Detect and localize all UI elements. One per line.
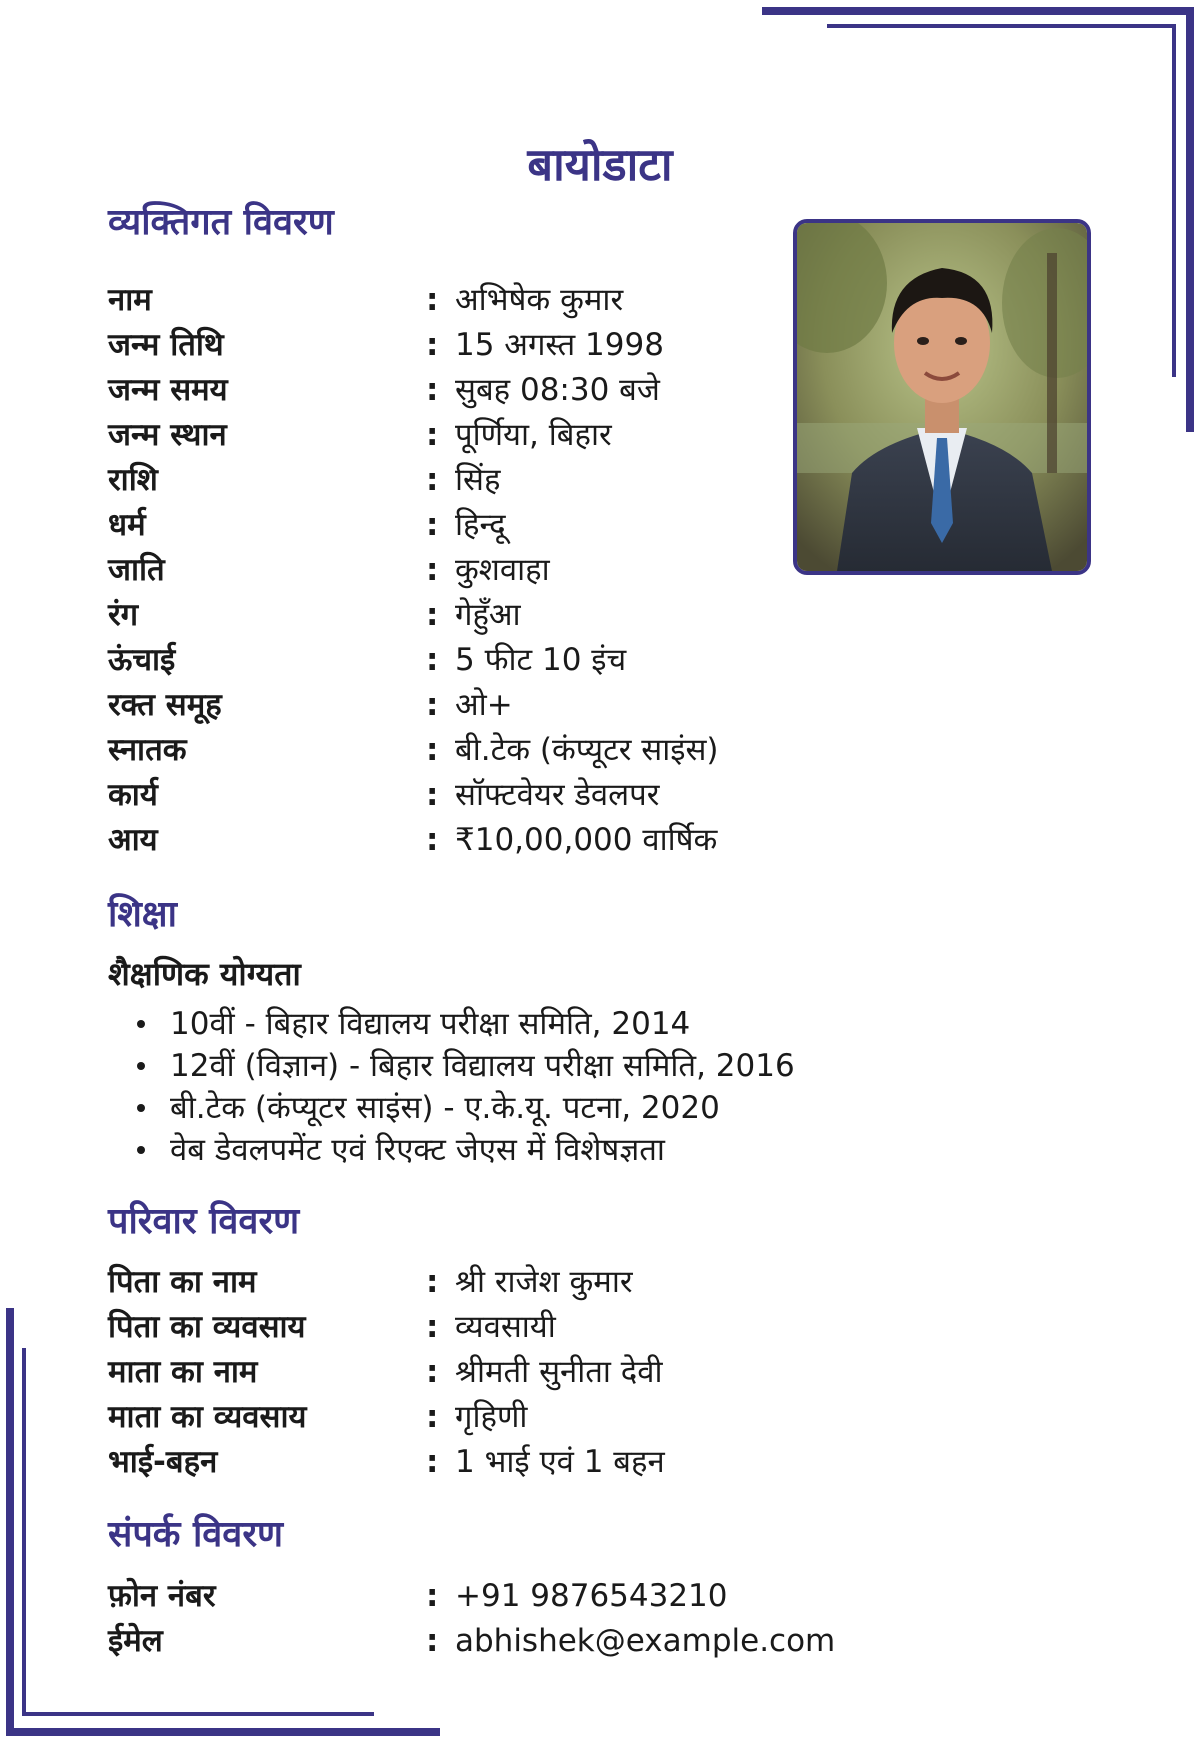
top-right-frame-outer-vertical — [1186, 7, 1194, 432]
education-item-text: 10वीं - बिहार विद्यालय परीक्षा समिति, 2014 — [170, 1006, 691, 1042]
separator: : — [426, 642, 439, 678]
detail-row-height — [108, 638, 808, 683]
detail-value: सिंह — [455, 462, 501, 498]
education-item-text: 12वीं (विज्ञान) - बिहार विद्यालय परीक्षा समिति, 2016 — [170, 1048, 795, 1084]
family-details-list — [108, 1260, 808, 1485]
detail-label: जन्म समय — [108, 372, 228, 408]
education-subheading: शैक्षणिक योग्यता — [108, 955, 301, 993]
separator: : — [426, 1309, 439, 1345]
detail-row-name — [108, 278, 808, 323]
separator: : — [426, 507, 439, 543]
section-heading-personal: व्यक्तिगत विवरण — [108, 202, 334, 243]
education-list — [108, 1003, 795, 1171]
bullet-icon — [137, 1146, 145, 1154]
detail-label: जाति — [108, 552, 165, 588]
detail-row-zodiac — [108, 458, 808, 503]
separator: : — [426, 732, 439, 768]
detail-label: पिता का नाम — [108, 1264, 257, 1300]
detail-label: राशि — [108, 462, 158, 498]
separator: : — [426, 1354, 439, 1390]
detail-value: हिन्दू — [455, 507, 506, 543]
detail-value: गेहुँआ — [455, 597, 521, 633]
detail-row-siblings — [108, 1440, 808, 1485]
detail-value: अभिषेक कुमार — [455, 282, 624, 318]
bullet-icon — [137, 1020, 145, 1028]
detail-row-mother-occupation — [108, 1395, 808, 1440]
separator: : — [426, 417, 439, 453]
profile-photo — [793, 219, 1091, 575]
contact-details-list — [108, 1574, 836, 1664]
detail-value: श्रीमती सुनीता देवी — [455, 1354, 663, 1390]
email-value: abhishek@example.com — [455, 1623, 836, 1659]
list-item — [108, 1003, 795, 1045]
detail-row-income — [108, 818, 808, 863]
education-item-text: वेब डेवलपमेंट एवं रिएक्ट जेएस में विशेषज्ञता — [170, 1132, 665, 1168]
page-title: बायोडाटा — [527, 138, 673, 191]
bottom-left-frame-outer-horizontal — [6, 1728, 440, 1736]
education-item-text: बी.टेक (कंप्यूटर साइंस) - ए.के.यू. पटना, 2020 — [170, 1090, 720, 1126]
detail-label: जन्म स्थान — [108, 417, 227, 453]
separator: : — [426, 372, 439, 408]
separator: : — [426, 687, 439, 723]
detail-row-birth-time — [108, 368, 808, 413]
detail-label: माता का व्यवसाय — [108, 1399, 307, 1435]
detail-row-graduation — [108, 728, 808, 773]
detail-label: पिता का व्यवसाय — [108, 1309, 306, 1345]
separator: : — [426, 1264, 439, 1300]
detail-row-mother-name — [108, 1350, 808, 1395]
portrait-image — [797, 223, 1087, 571]
separator: : — [426, 462, 439, 498]
bullet-icon — [137, 1104, 145, 1112]
detail-label: ईमेल — [108, 1623, 163, 1659]
detail-label: नाम — [108, 282, 152, 318]
detail-label: भाई-बहन — [108, 1444, 218, 1480]
detail-value: व्यवसायी — [455, 1309, 556, 1345]
detail-row-birth-place — [108, 413, 808, 458]
detail-label: माता का नाम — [108, 1354, 258, 1390]
detail-label: आय — [108, 822, 158, 858]
detail-row-religion — [108, 503, 808, 548]
list-item — [108, 1045, 795, 1087]
list-item — [108, 1129, 795, 1171]
section-heading-contact: संपर्क विवरण — [108, 1514, 284, 1555]
detail-label: धर्म — [108, 507, 146, 543]
separator: : — [426, 1444, 439, 1480]
detail-row-father-occupation — [108, 1305, 808, 1350]
detail-label: जन्म तिथि — [108, 327, 224, 363]
separator: : — [426, 282, 439, 318]
detail-row-complexion — [108, 593, 808, 638]
detail-value: ₹10,00,000 वार्षिक — [455, 822, 718, 858]
detail-value: बी.टेक (कंप्यूटर साइंस) — [455, 732, 719, 768]
bottom-left-frame-inner-horizontal — [22, 1712, 374, 1716]
detail-row-occupation — [108, 773, 808, 818]
separator: : — [426, 777, 439, 813]
section-heading-education: शिक्षा — [108, 894, 177, 935]
phone-value: +91 9876543210 — [455, 1578, 728, 1614]
detail-row-caste — [108, 548, 808, 593]
detail-label: ऊंचाई — [108, 642, 176, 678]
top-right-frame-outer-horizontal — [762, 7, 1194, 15]
detail-label: रंग — [108, 597, 139, 633]
detail-value: 1 भाई एवं 1 बहन — [455, 1444, 665, 1480]
detail-row-phone — [108, 1574, 808, 1619]
detail-row-blood-group — [108, 683, 808, 728]
detail-value: कुशवाहा — [455, 552, 550, 588]
detail-value: सुबह 08:30 बजे — [455, 372, 660, 408]
separator: : — [426, 822, 439, 858]
detail-value: सॉफ्टवेयर डेवलपर — [455, 777, 660, 813]
detail-row-email — [108, 1619, 836, 1664]
separator: : — [426, 327, 439, 363]
detail-label: रक्त समूह — [108, 687, 222, 723]
top-right-frame-inner-vertical — [1172, 24, 1176, 377]
bottom-left-frame-outer-vertical — [6, 1308, 14, 1736]
detail-label: कार्य — [108, 777, 158, 813]
detail-value: श्री राजेश कुमार — [455, 1264, 633, 1300]
separator: : — [426, 597, 439, 633]
top-right-frame-inner-horizontal — [827, 24, 1176, 28]
detail-row-birth-date — [108, 323, 808, 368]
detail-row-father-name — [108, 1260, 808, 1305]
separator: : — [426, 1399, 439, 1435]
bullet-icon — [137, 1062, 145, 1070]
separator: : — [426, 1623, 439, 1659]
detail-value: 5 फीट 10 इंच — [455, 642, 627, 678]
list-item — [108, 1087, 795, 1129]
detail-label: फ़ोन नंबर — [108, 1578, 216, 1614]
section-heading-family: परिवार विवरण — [108, 1201, 300, 1242]
personal-details-list — [108, 278, 808, 863]
detail-value: ओ+ — [455, 687, 513, 723]
detail-value: पूर्णिया, बिहार — [455, 417, 612, 453]
detail-label: स्नातक — [108, 732, 187, 768]
separator: : — [426, 552, 439, 588]
detail-value: गृहिणी — [455, 1399, 528, 1435]
separator: : — [426, 1578, 439, 1614]
bottom-left-frame-inner-vertical — [22, 1348, 26, 1716]
detail-value: 15 अगस्त 1998 — [455, 327, 664, 363]
